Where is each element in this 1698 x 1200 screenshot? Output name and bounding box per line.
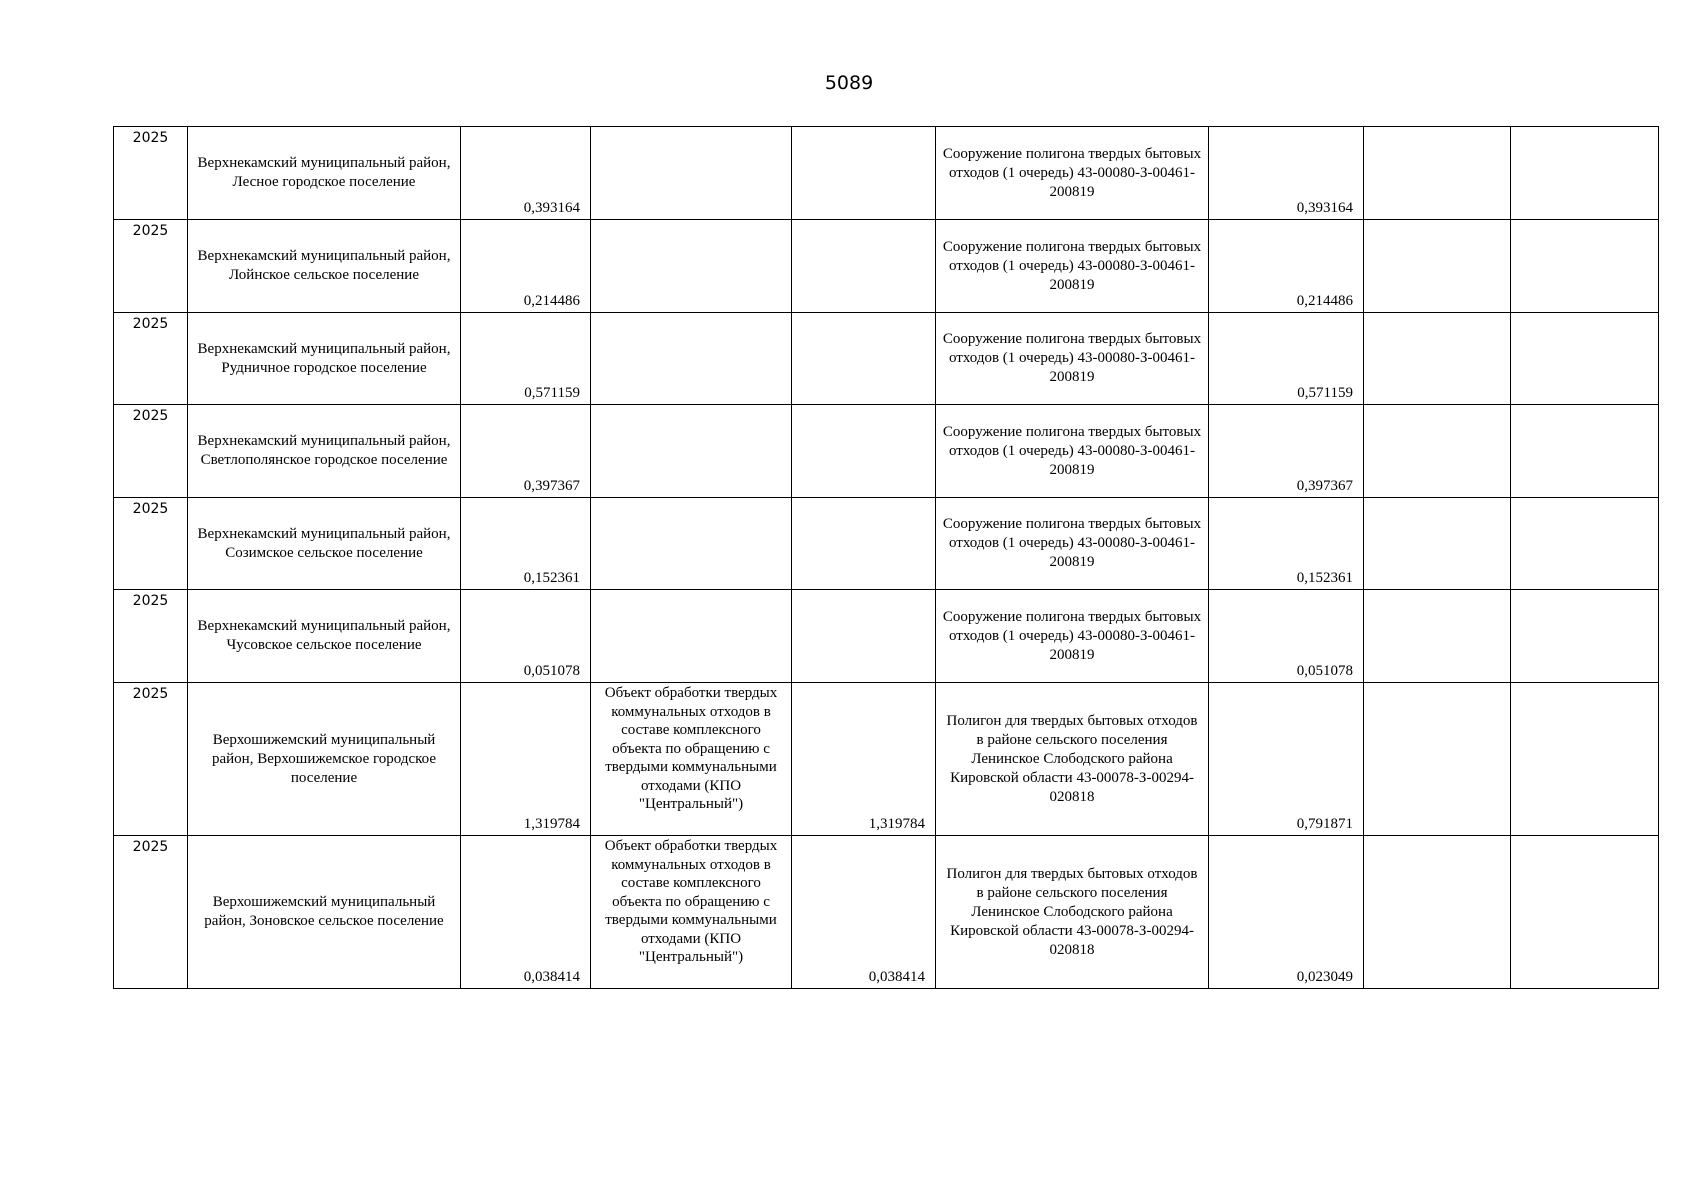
processing-object-cell: Объект обработки твердых коммунальных отходов в составе комплексного объекта по обращению с твердыми коммунальными отходами (КПО "Центральный") [591,683,792,836]
empty-cell [1364,683,1511,836]
disposal-value-cell: 0,393164 [1209,127,1364,220]
year-cell: 2025 [114,220,188,313]
empty-cell [1511,498,1659,590]
empty-cell [1511,590,1659,683]
processing-value-cell [792,498,936,590]
table-body [114,127,1659,989]
disposal-object-cell: Полигон для твердых бытовых отходов в районе сельского поселения Ленинское Слободского района Кировской области 43-00078-З-00294-020818 [936,836,1209,989]
processing-value-cell [792,590,936,683]
municipality-cell: Верхнекамский муниципальный район, Чусовское сельское поселение [188,590,461,683]
disposal-object-cell: Сооружение полигона твердых бытовых отходов (1 очередь) 43-00080-З-00461-200819 [936,313,1209,405]
disposal-value-cell: 0,152361 [1209,498,1364,590]
total-value-cell: 0,571159 [461,313,591,405]
disposal-value-cell: 0,023049 [1209,836,1364,989]
disposal-value-cell: 0,571159 [1209,313,1364,405]
table-row [114,498,1659,590]
disposal-object-cell: Сооружение полигона твердых бытовых отходов (1 очередь) 43-00080-З-00461-200819 [936,405,1209,498]
empty-cell [1364,498,1511,590]
empty-cell [1511,683,1659,836]
table-row [114,313,1659,405]
municipality-cell: Верхошижемский муниципальный район, Зоновское сельское поселение [188,836,461,989]
processing-object-cell [591,405,792,498]
total-value-cell: 0,152361 [461,498,591,590]
waste-flow-table [113,126,1659,989]
municipality-cell: Верхнекамский муниципальный район, Созимское сельское поселение [188,498,461,590]
processing-object-cell [591,313,792,405]
disposal-object-cell: Сооружение полигона твердых бытовых отходов (1 очередь) 43-00080-З-00461-200819 [936,220,1209,313]
disposal-value-cell: 0,397367 [1209,405,1364,498]
processing-value-cell [792,405,936,498]
disposal-value-cell: 0,791871 [1209,683,1364,836]
empty-cell [1511,405,1659,498]
empty-cell [1511,313,1659,405]
processing-value-cell [792,313,936,405]
disposal-value-cell: 0,214486 [1209,220,1364,313]
table-row [114,127,1659,220]
empty-cell [1364,590,1511,683]
year-cell: 2025 [114,405,188,498]
empty-cell [1364,405,1511,498]
processing-value-cell: 0,038414 [792,836,936,989]
total-value-cell: 0,051078 [461,590,591,683]
table-row [114,590,1659,683]
municipality-cell: Верхнекамский муниципальный район, Лесное городское поселение [188,127,461,220]
municipality-cell: Верхнекамский муниципальный район, Рудничное городское поселение [188,313,461,405]
processing-object-cell [591,127,792,220]
total-value-cell: 0,397367 [461,405,591,498]
processing-object-cell [591,590,792,683]
municipality-cell: Верхнекамский муниципальный район, Светлополянское городское поселение [188,405,461,498]
empty-cell [1511,836,1659,989]
processing-object-cell [591,220,792,313]
empty-cell [1511,220,1659,313]
processing-object-cell: Объект обработки твердых коммунальных отходов в составе комплексного объекта по обращению с твердыми коммунальными отходами (КПО "Центральный") [591,836,792,989]
table-row [114,405,1659,498]
table-row [114,220,1659,313]
municipality-cell: Верхошижемский муниципальный район, Верхошижемское городское поселение [188,683,461,836]
year-cell: 2025 [114,683,188,836]
year-cell: 2025 [114,836,188,989]
year-cell: 2025 [114,127,188,220]
disposal-object-cell: Сооружение полигона твердых бытовых отходов (1 очередь) 43-00080-З-00461-200819 [936,590,1209,683]
disposal-value-cell: 0,051078 [1209,590,1364,683]
total-value-cell: 0,214486 [461,220,591,313]
processing-value-cell: 1,319784 [792,683,936,836]
total-value-cell: 0,393164 [461,127,591,220]
empty-cell [1364,313,1511,405]
table-row [114,683,1659,836]
year-cell: 2025 [114,498,188,590]
processing-object-cell [591,498,792,590]
disposal-object-cell: Сооружение полигона твердых бытовых отходов (1 очередь) 43-00080-З-00461-200819 [936,498,1209,590]
processing-value-cell [792,220,936,313]
page-number: 5089 [824,72,874,94]
year-cell: 2025 [114,590,188,683]
empty-cell [1511,127,1659,220]
empty-cell [1364,836,1511,989]
total-value-cell: 0,038414 [461,836,591,989]
municipality-cell: Верхнекамский муниципальный район, Лойнское сельское поселение [188,220,461,313]
processing-value-cell [792,127,936,220]
disposal-object-cell: Сооружение полигона твердых бытовых отходов (1 очередь) 43-00080-З-00461-200819 [936,127,1209,220]
year-cell: 2025 [114,313,188,405]
empty-cell [1364,127,1511,220]
table-row [114,836,1659,989]
total-value-cell: 1,319784 [461,683,591,836]
empty-cell [1364,220,1511,313]
disposal-object-cell: Полигон для твердых бытовых отходов в районе сельского поселения Ленинское Слободского района Кировской области 43-00078-З-00294-020818 [936,683,1209,836]
